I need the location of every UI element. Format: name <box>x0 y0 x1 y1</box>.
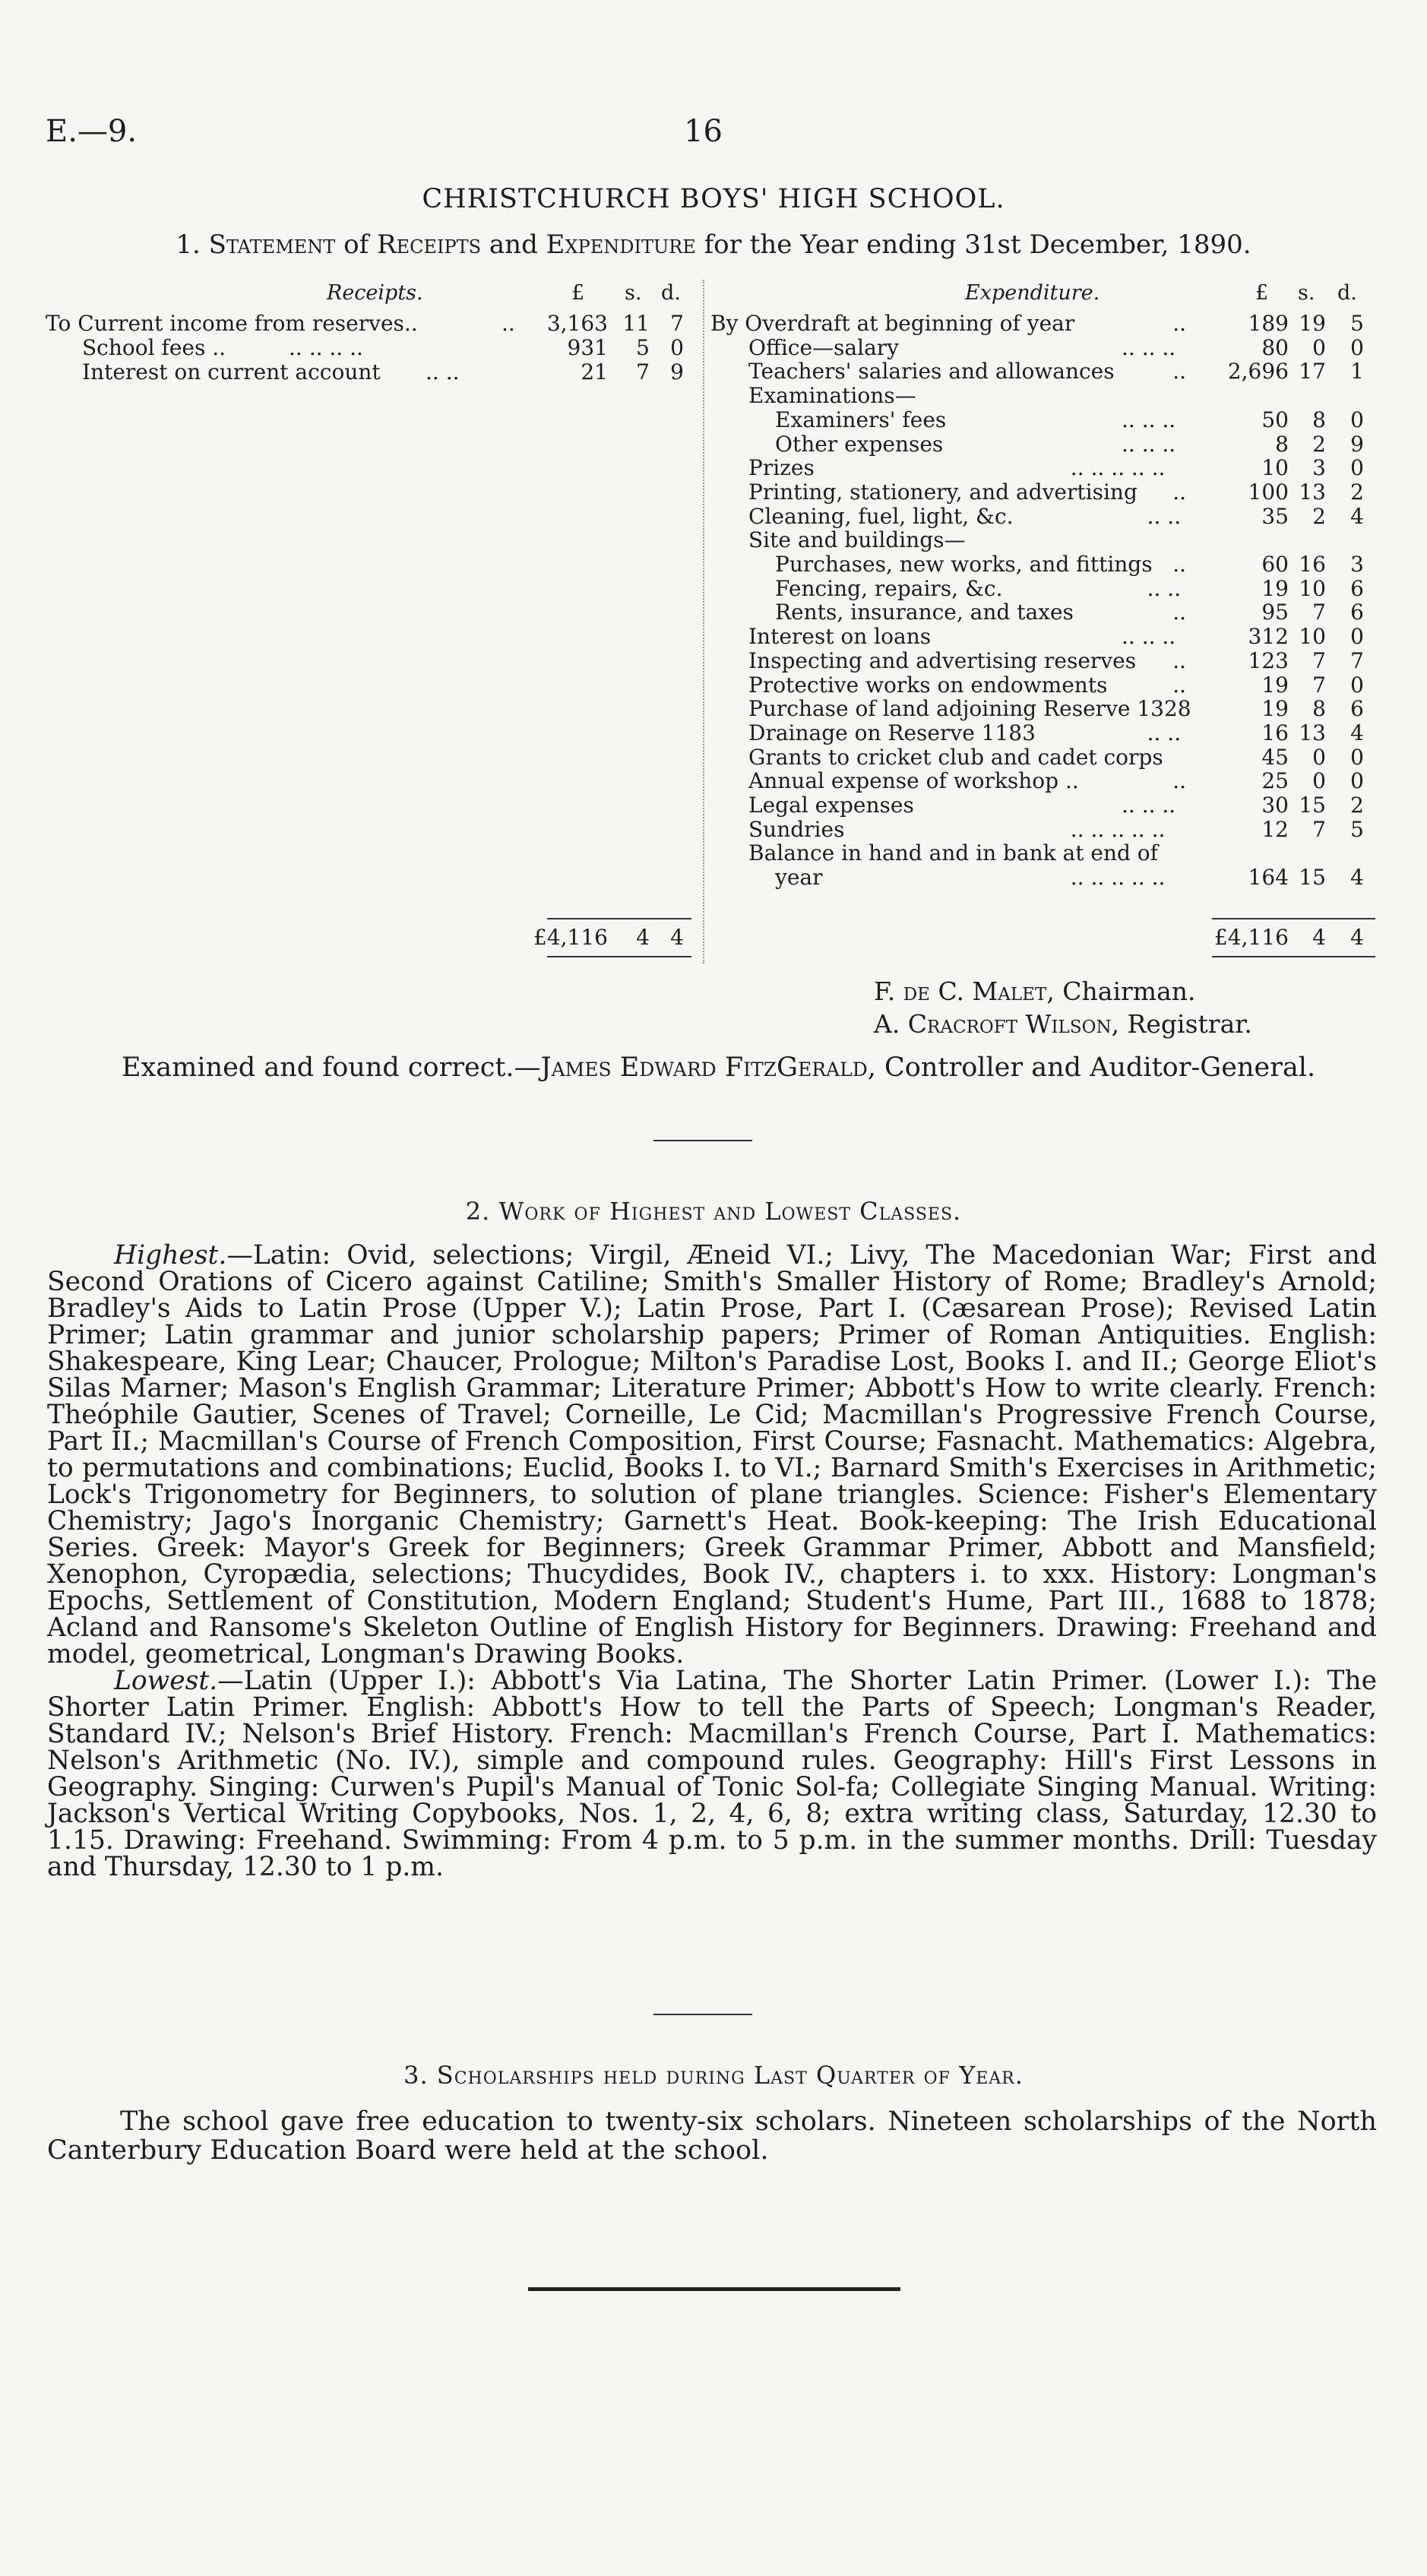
expenditure-label: Office—salary <box>748 334 899 360</box>
amount-pounds: 12 <box>1261 816 1289 842</box>
highest-paragraph: Highest.—Latin: Ovid, selections; Virgil, Æneid VI.; Livy, The Macedonian War; First and Second Orations of Cicero against Catiline; Smith's Smaller History of Rome; Bradley's Arnold; Bradley's Aids to Latin Prose (Upper V.); Latin Prose, Part I. (Cæsarean Prose); Revised Latin Primer; Latin grammar and junior scholarship papers; Primer of Roman Antiquities. English: Shakespeare, King Lear; Chaucer, Prologue; Milton's Paradise Lost, Books I. and II.; George Eliot's Silas Marner; Mason's English Grammar; Literature Primer; Abbott's How to write clearly. French: Theóphile Gautier, Scenes of Travel; Corneille, Le Cid; Macmillan's Progressive French Course, Part II.; Macmillan's Course of French Composition, First Course; Fasnacht. Mathematics: Algebra, to permutations and combinations; Euclid, Books I. to VI.; Barnard Smith's Exercises in Arithmetic; Lock's Trigonometry for Beginners, to solution of plane triangles. Science: Fisher's Elementary Chemistry; Jago's Inorganic Chemistry; Garnett's Heat. Book-keeping: The Irish Educational Series. Greek: Mayor's Greek for Beginners; Greek Grammar Primer, Abbott and Mansfield; Xenophon, Cyropædia, selections; Thucydides, Book IV., chapters i. to xxx. History: Longman's Epochs, Settlement of Constitution, Modern England; Student's Hume, Part III., 1688 to 1878; Acland and Ransome's Skeleton Outline of English History for Beginners. Drawing: Freehand and model, geometrical, Longman's Drawing Books. <box>47 1240 1377 1669</box>
section2-heading: 2. Work of Highest and Lowest Classes. <box>465 1197 962 1226</box>
auditor-statement: Examined and found correct.—James Edward FitzGerald, Controller and Auditor-General. <box>122 1052 1316 1083</box>
amount-pence: 0 <box>1350 672 1364 698</box>
signature-registrar: A. Cracroft Wilson, Registrar. <box>874 1009 1252 1039</box>
amount-pounds: 50 <box>1261 407 1289 432</box>
amount-pounds: 19 <box>1261 575 1289 601</box>
amount-shillings: 2 <box>1312 431 1326 457</box>
leader-dots: .. <box>1172 479 1186 505</box>
expenditure-pounds-header: £ <box>1255 281 1269 305</box>
amount-pounds: 10 <box>1261 455 1289 481</box>
amount-shillings: 10 <box>1299 624 1326 650</box>
receipts-shillings-header: s. <box>625 281 642 305</box>
amount-pence: 9 <box>1350 431 1364 457</box>
amount-shillings: 3 <box>1312 455 1326 481</box>
amount-shillings: 7 <box>1312 672 1326 698</box>
amount-pence: 6 <box>1350 696 1364 722</box>
amount-shillings: 8 <box>1312 696 1326 722</box>
section-separator <box>653 1140 752 1141</box>
amount-pounds: 123 <box>1248 647 1289 673</box>
amount-pence: 6 <box>1350 575 1364 601</box>
leader-dots: .. .. <box>1147 720 1182 745</box>
amount-pence: 6 <box>1350 600 1364 625</box>
amount-pounds: 8 <box>1275 431 1289 457</box>
expenditure-shillings-header: s. <box>1298 281 1315 305</box>
expenditure-label: Legal expenses <box>748 793 914 818</box>
amount-pounds: 60 <box>1261 552 1289 577</box>
expenditure-heading: Expenditure. <box>965 281 1100 305</box>
amount-shillings: 10 <box>1299 575 1326 601</box>
expenditure-label: Examinations— <box>748 383 916 409</box>
column-divider <box>703 280 704 964</box>
amount-shillings: 17 <box>1299 359 1326 385</box>
statement-heading: 1. Statement of Receipts and Expenditure for the Year ending 31st December, 1890. <box>176 229 1251 260</box>
amount-pence: 0 <box>1350 455 1364 481</box>
expenditure-pence-header: d. <box>1337 281 1357 305</box>
expenditure-label: Purchases, new works, and fittings <box>775 552 1153 577</box>
leader-dots: .. .. .. <box>1122 431 1176 457</box>
amount-pence: 2 <box>1350 793 1364 818</box>
amount-shillings: 2 <box>1312 503 1326 529</box>
expenditure-label: Sundries <box>748 816 845 842</box>
expenditure-label: Annual expense of workshop .. <box>748 768 1079 794</box>
expenditure-label: Grants to cricket club and cadet corps <box>748 744 1163 770</box>
amount-pounds: 312 <box>1248 624 1289 650</box>
expenditure-label: Inspecting and advertising reserves <box>748 647 1137 673</box>
receipts-total-underline <box>547 956 691 957</box>
amount-pence: 4 <box>1350 503 1364 529</box>
amount-pence: 2 <box>1350 479 1364 505</box>
section3-body: The school gave free education to twenty-six scholars. Nineteen scholarships of the North Canterbury Education Board were held at the school. <box>47 2106 1377 2166</box>
document-reference: E.—9. <box>46 114 138 149</box>
expenditure-total-rule <box>1212 918 1375 919</box>
amount-shillings: 0 <box>1312 744 1326 770</box>
expenditure-label: Purchase of land adjoining Reserve 1328 <box>748 696 1191 722</box>
expenditure-label: year <box>775 865 823 891</box>
section-separator <box>653 2014 752 2015</box>
amount-pence: 3 <box>1350 552 1364 577</box>
amount-pounds: 95 <box>1261 600 1289 625</box>
expenditure-label: Cleaning, fuel, light, &c. <box>748 503 1014 529</box>
leader-dots: .. .. <box>1147 503 1182 529</box>
leader-dots: .. .. <box>1147 575 1182 601</box>
receipts-total-rule <box>547 918 691 919</box>
amount-pounds: 30 <box>1261 793 1289 818</box>
amount-shillings: 16 <box>1299 552 1326 577</box>
leader-dots: .. <box>1172 647 1186 673</box>
amount-pence: 7 <box>1350 647 1364 673</box>
amount-pence: 0 <box>1350 768 1364 794</box>
amount-pounds: 19 <box>1261 696 1289 722</box>
amount-pounds: 25 <box>1261 768 1289 794</box>
amount-pounds: 189 <box>1248 311 1289 336</box>
receipts-pounds-header: £ <box>571 281 585 305</box>
expenditure-label: By Overdraft at beginning of year <box>710 311 1075 336</box>
amount-pence: 0 <box>1350 334 1364 360</box>
amount-pounds: 19 <box>1261 672 1289 698</box>
amount-pounds: 35 <box>1261 503 1289 529</box>
leader-dots: .. .. .. <box>1122 624 1176 650</box>
section2-body <box>47 1242 1377 1881</box>
expenditure-label: Site and buildings— <box>748 527 966 553</box>
amount-shillings: 13 <box>1299 720 1326 745</box>
receipts-heading: Receipts. <box>327 281 423 305</box>
amount-shillings: 15 <box>1299 865 1326 891</box>
amount-pence: 5 <box>1350 311 1364 336</box>
amount-shillings: 15 <box>1299 793 1326 818</box>
leader-dots: .. <box>1172 359 1186 385</box>
amount-pence: 0 <box>1350 624 1364 650</box>
amount-shillings: 7 <box>1312 816 1326 842</box>
leader-dots: .. .. .. <box>1122 793 1176 818</box>
expenditure-label: Fencing, repairs, &c. <box>775 575 1003 601</box>
expenditure-label: Drainage on Reserve 1183 <box>748 720 1036 745</box>
amount-shillings: 7 <box>1312 600 1326 625</box>
leader-dots: .. .. .. .. .. <box>1070 865 1166 891</box>
expenditure-label: Interest on loans <box>748 624 932 650</box>
leader-dots: .. <box>1172 768 1186 794</box>
expenditure-label: Rents, insurance, and taxes <box>775 600 1074 625</box>
receipts-pence-header: d. <box>661 281 681 305</box>
amount-shillings: 8 <box>1312 407 1326 432</box>
amount-shillings: 0 <box>1312 334 1326 360</box>
amount-pounds: 2,696 <box>1227 359 1289 385</box>
amount-shillings: 7 <box>1312 647 1326 673</box>
amount-pence: 0 <box>1350 407 1364 432</box>
section3-heading: 3. Scholarships held during Last Quarter of Year. <box>403 2061 1024 2090</box>
amount-pounds: 80 <box>1261 334 1289 360</box>
leader-dots: .. .. .. .. .. <box>1070 455 1166 481</box>
amount-pounds: 100 <box>1248 479 1289 505</box>
amount-pence: 4 <box>1350 720 1364 745</box>
amount-pounds: 16 <box>1261 720 1289 745</box>
amount-pounds: 45 <box>1261 744 1289 770</box>
expenditure-label: Protective works on endowments <box>748 672 1108 698</box>
amount-pence: 0 <box>1350 744 1364 770</box>
amount-shillings: 19 <box>1299 311 1326 336</box>
expenditure-label: Teachers' salaries and allowances <box>748 359 1115 385</box>
amount-pence: 4 <box>1350 865 1364 891</box>
expenditure-label: Printing, stationery, and advertising <box>748 479 1137 505</box>
leader-dots: .. <box>1172 672 1186 698</box>
expenditure-label: Prizes <box>748 455 815 481</box>
lowest-paragraph: Lowest.—Latin (Upper I.): Abbott's Via Latina, The Shorter Latin Primer. (Lower I.): The Shorter Latin Primer. English: Abbott's How to tell the Parts of Speech; Longman's Reader, Standard IV.; Nelson's Brief History. French: Macmillan's French Course, Part I. Mathematics: Nelson's Arithmetic (No. IV.), simple and compound rules. Geography: Hill's First Lessons in Geography. Singing: Curwen's Pupil's Manual of Tonic Sol-fa; Collegiate Singing Manual. Writing: Jackson's Vertical Writing Copybooks, Nos. 1, 2, 4, 6, 8; extra writing class, Saturday, 12.30 to 1.15. Drawing: Freehand. Swimming: From 4 p.m. to 5 p.m. in the summer months. Drill: Tuesday and Thursday, 12.30 to 1 p.m. <box>47 1666 1377 1882</box>
leader-dots: .. .. .. .. .. <box>1070 816 1166 842</box>
leader-dots: .. <box>1172 552 1186 577</box>
amount-pounds: 164 <box>1248 865 1289 891</box>
amount-shillings: 13 <box>1299 479 1326 505</box>
leader-dots: .. .. .. <box>1122 407 1176 432</box>
page-number: 16 <box>684 114 723 149</box>
amount-shillings: 0 <box>1312 768 1326 794</box>
leader-dots: .. <box>1172 311 1186 336</box>
expenditure-label: Other expenses <box>775 431 944 457</box>
expenditure-label: Examiners' fees <box>775 407 947 432</box>
leader-dots: .. .. .. <box>1122 334 1176 360</box>
leader-dots: .. <box>1172 600 1186 625</box>
page-title: CHRISTCHURCH BOYS' HIGH SCHOOL. <box>422 184 1005 214</box>
amount-pence: 5 <box>1350 816 1364 842</box>
amount-pence: 1 <box>1350 359 1364 385</box>
expenditure-total-underline <box>1212 956 1375 957</box>
signature-chairman: F. de C. Malet, Chairman. <box>874 976 1196 1006</box>
expenditure-label: Balance in hand and in bank at end of <box>748 840 1159 866</box>
end-rule <box>528 2287 900 2291</box>
